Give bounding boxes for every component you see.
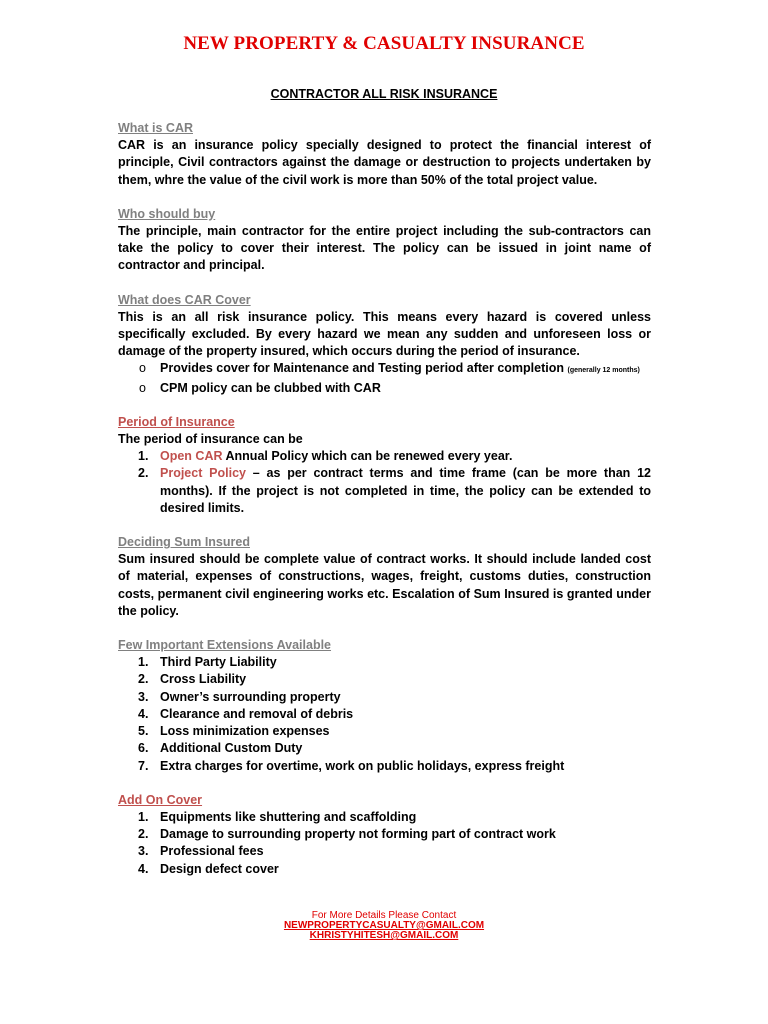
list-item-text: Damage to surrounding property not forming part of contract work	[160, 827, 556, 842]
list-number: 7.	[138, 758, 149, 773]
list-item	[118, 654, 651, 671]
bullet-note: (generally 12 months)	[567, 367, 640, 375]
document-body	[118, 120, 651, 878]
who-should-buy-text: The principle, main contractor for the entire project including the sub-contractors can take the policy to cover their interest. The policy can be issued in joint name of contractor and principal.	[118, 224, 651, 273]
list-item	[118, 740, 651, 757]
list-item	[118, 448, 651, 465]
car-cover-text: This is an all risk insurance policy. This means every hazard is covered unless specifically excluded. By every hazard we mean any sudden and unforeseen loss or damage of the property insured, which occurs during the period of insurance.	[118, 309, 651, 359]
list-item-text: Professional fees	[160, 844, 264, 859]
list-item-text: Additional Custom Duty	[160, 741, 303, 756]
period-item-text: – as per contract terms and time frame (can be more than 12 months). If the project is not completed in time, the policy can be extended to desired limits.	[160, 466, 651, 515]
bullet-text: CPM policy can be clubbed with CAR	[160, 380, 381, 395]
list-number: 1.	[138, 655, 149, 670]
list-item	[118, 380, 651, 397]
list-number: 1.	[138, 809, 149, 824]
contact-line: For More Details Please Contact	[311, 910, 457, 921]
list-item-text: Extra charges for overtime, work on public holidays, express freight	[160, 758, 565, 773]
period-list	[118, 448, 651, 517]
car-cover-bullet-list	[118, 360, 651, 396]
section-heading-extensions: Few Important Extensions Available	[118, 638, 332, 653]
contact-email-link-secondary[interactable]: KHRISTYHITESH@GMAIL.COM	[309, 930, 459, 941]
list-item-text: Design defect cover	[160, 861, 279, 876]
what-is-car-text: CAR is an insurance policy specially designed to protect the financial interest of principle, Civil contractors against the damage or destruction to projects undertaken by them, whre the value of the civil work is more than 50% of the total project value.	[118, 138, 651, 187]
list-item-text: Equipments like shuttering and scaffolding	[160, 809, 417, 824]
list-item	[118, 706, 651, 723]
list-item	[118, 809, 651, 826]
period-item-label: Project Policy	[160, 466, 246, 481]
list-number: 3.	[138, 689, 149, 704]
document-subtitle: CONTRACTOR ALL RISK INSURANCE	[270, 87, 498, 101]
add-on-list	[118, 809, 651, 878]
section-heading-what-is-car: What is CAR	[118, 121, 193, 135]
list-number: 2.	[138, 672, 149, 687]
list-item	[118, 843, 651, 860]
list-number: 4.	[138, 861, 149, 876]
list-item	[118, 360, 651, 379]
list-item	[118, 861, 651, 878]
section-heading-who-should-buy: Who should buy	[118, 206, 216, 221]
list-item	[118, 758, 651, 775]
contact-footer	[0, 911, 768, 941]
list-number: 2.	[138, 466, 149, 481]
list-item-text: Third Party Liability	[160, 655, 277, 670]
bullet-icon: o	[139, 380, 146, 395]
section-heading-period: Period of Insurance	[118, 414, 235, 429]
list-item-text: Loss minimization expenses	[160, 724, 330, 739]
list-number: 1.	[138, 449, 149, 464]
list-number: 6.	[138, 741, 149, 756]
list-item	[118, 465, 651, 517]
period-item-text: Annual Policy which can be renewed every year.	[222, 449, 513, 464]
list-number: 4.	[138, 706, 149, 721]
bullet-text: Provides cover for Maintenance and Testing period after completion	[160, 361, 565, 376]
bullet-icon: o	[139, 361, 146, 376]
section-heading-add-on: Add On Cover	[118, 792, 203, 807]
section-heading-car-cover: What does CAR Cover	[118, 292, 251, 307]
page-title: NEW PROPERTY & CASUALTY INSURANCE	[183, 33, 585, 54]
list-item	[118, 826, 651, 843]
section-heading-sum-insured: Deciding Sum Insured	[118, 535, 250, 550]
list-item	[118, 723, 651, 740]
list-item-text: Clearance and removal of debris	[160, 706, 354, 721]
extensions-list	[118, 654, 651, 774]
period-item-label: Open CAR	[160, 449, 223, 464]
list-item	[118, 671, 651, 688]
list-number: 5.	[138, 724, 149, 739]
sum-insured-text: Sum insured should be complete value of contract works. It should include landed cost of material, expenses of constructions, wages, freight, customs duties, construction costs, permanent civil engineering works etc. Escalation of Sum Insured is granted under the policy.	[118, 552, 651, 618]
contact-email-link[interactable]: NEWPROPERTYCASUALTY@GMAIL.COM	[283, 920, 485, 931]
list-number: 3.	[138, 844, 149, 859]
list-item	[118, 689, 651, 706]
period-intro: The period of insurance can be	[118, 432, 303, 447]
list-item-text: Owner’s surrounding property	[160, 689, 341, 704]
list-number: 2.	[138, 827, 149, 842]
list-item-text: Cross Liability	[160, 672, 247, 687]
